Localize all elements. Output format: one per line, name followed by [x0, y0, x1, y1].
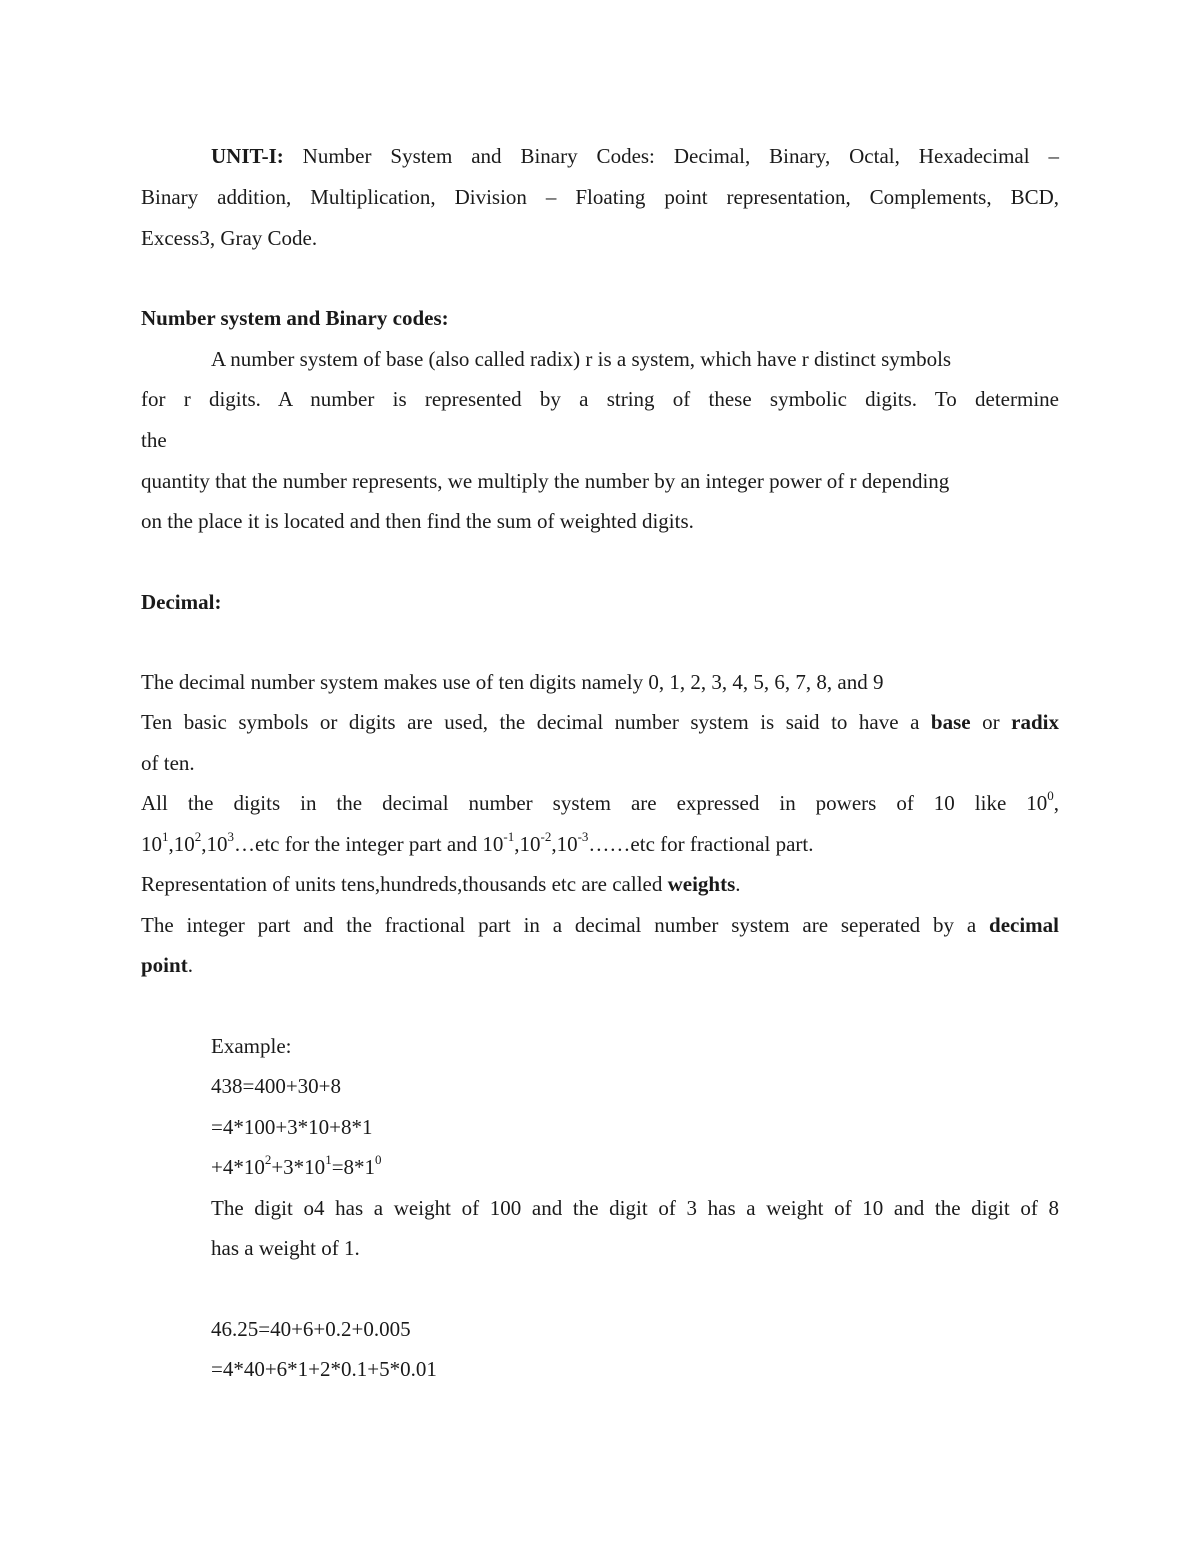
example-line: The digit o4 has a weight of 100 and the digit of 3 has a weight of 10 and the digit of 8 [211, 1196, 1059, 1220]
example-line: 46.25=40+6+0.2+0.005 [211, 1317, 411, 1341]
paragraph-line: A number system of base (also called radix) r is a system, which have r distinct symbols [211, 347, 952, 371]
paragraph-line: quantity that the number represents, we multiply the number by an integer power of r depending [141, 469, 950, 493]
example-line: =4*100+3*10+8*1 [211, 1115, 373, 1139]
example-line: 438=400+30+8 [211, 1074, 342, 1098]
unit-line-2: Binary addition, Multiplication, Division – Floating point representation, Complements, BCD, [141, 185, 1059, 209]
paragraph-line: of ten. [141, 751, 195, 775]
example-line: has a weight of 1. [211, 1236, 360, 1260]
example-line: $+4*10^2+3*10^1=8*1^0$ [211, 1152, 382, 1179]
paragraph-line: point. [141, 953, 193, 977]
paragraph-line: Ten basic symbols or digits are used, the decimal number system is said to have a base or radix [141, 710, 1059, 734]
unit-label: UNIT-I: [211, 144, 284, 168]
paragraph-line: All the digits in the decimal number system are expressed in powers of 10 like $10^0$, [141, 788, 1059, 815]
paragraph-line: $10^1,10^2,10^3\dots etc$ for the integer part and $10^{-1},10^{-2},10^{-3}\dots\dots etc$ for fractional part. [141, 829, 814, 856]
paragraph-line: The integer part and the fractional part in a decimal number system are seperated by a decimal [141, 913, 1059, 937]
paragraph-line: for r digits. A number is represented by a string of these symbolic digits. To determine [141, 387, 1059, 411]
paragraph-line: on the place it is located and then find the sum of weighted digits. [141, 509, 694, 533]
paragraph-line: The decimal number system makes use of ten digits namely 0, 1, 2, 3, 4, 5, 6, 7, 8, and 9 [141, 670, 884, 694]
paragraph-line: Representation of units tens,hundreds,thousands etc are called weights. [141, 872, 741, 896]
section-heading-number-system: Number system and Binary codes: [141, 306, 449, 330]
example-line: =4*40+6*1+2*0.1+5*0.01 [211, 1357, 437, 1381]
section-heading-decimal: Decimal: [141, 590, 222, 614]
unit-line-3: Excess3, Gray Code. [141, 226, 318, 250]
example-label: Example: [211, 1034, 292, 1058]
paragraph-line: the [141, 428, 167, 452]
unit-line-1: UNIT-I: Number System and Binary Codes: Decimal, Binary, Octal, Hexadecimal – [211, 144, 1059, 168]
